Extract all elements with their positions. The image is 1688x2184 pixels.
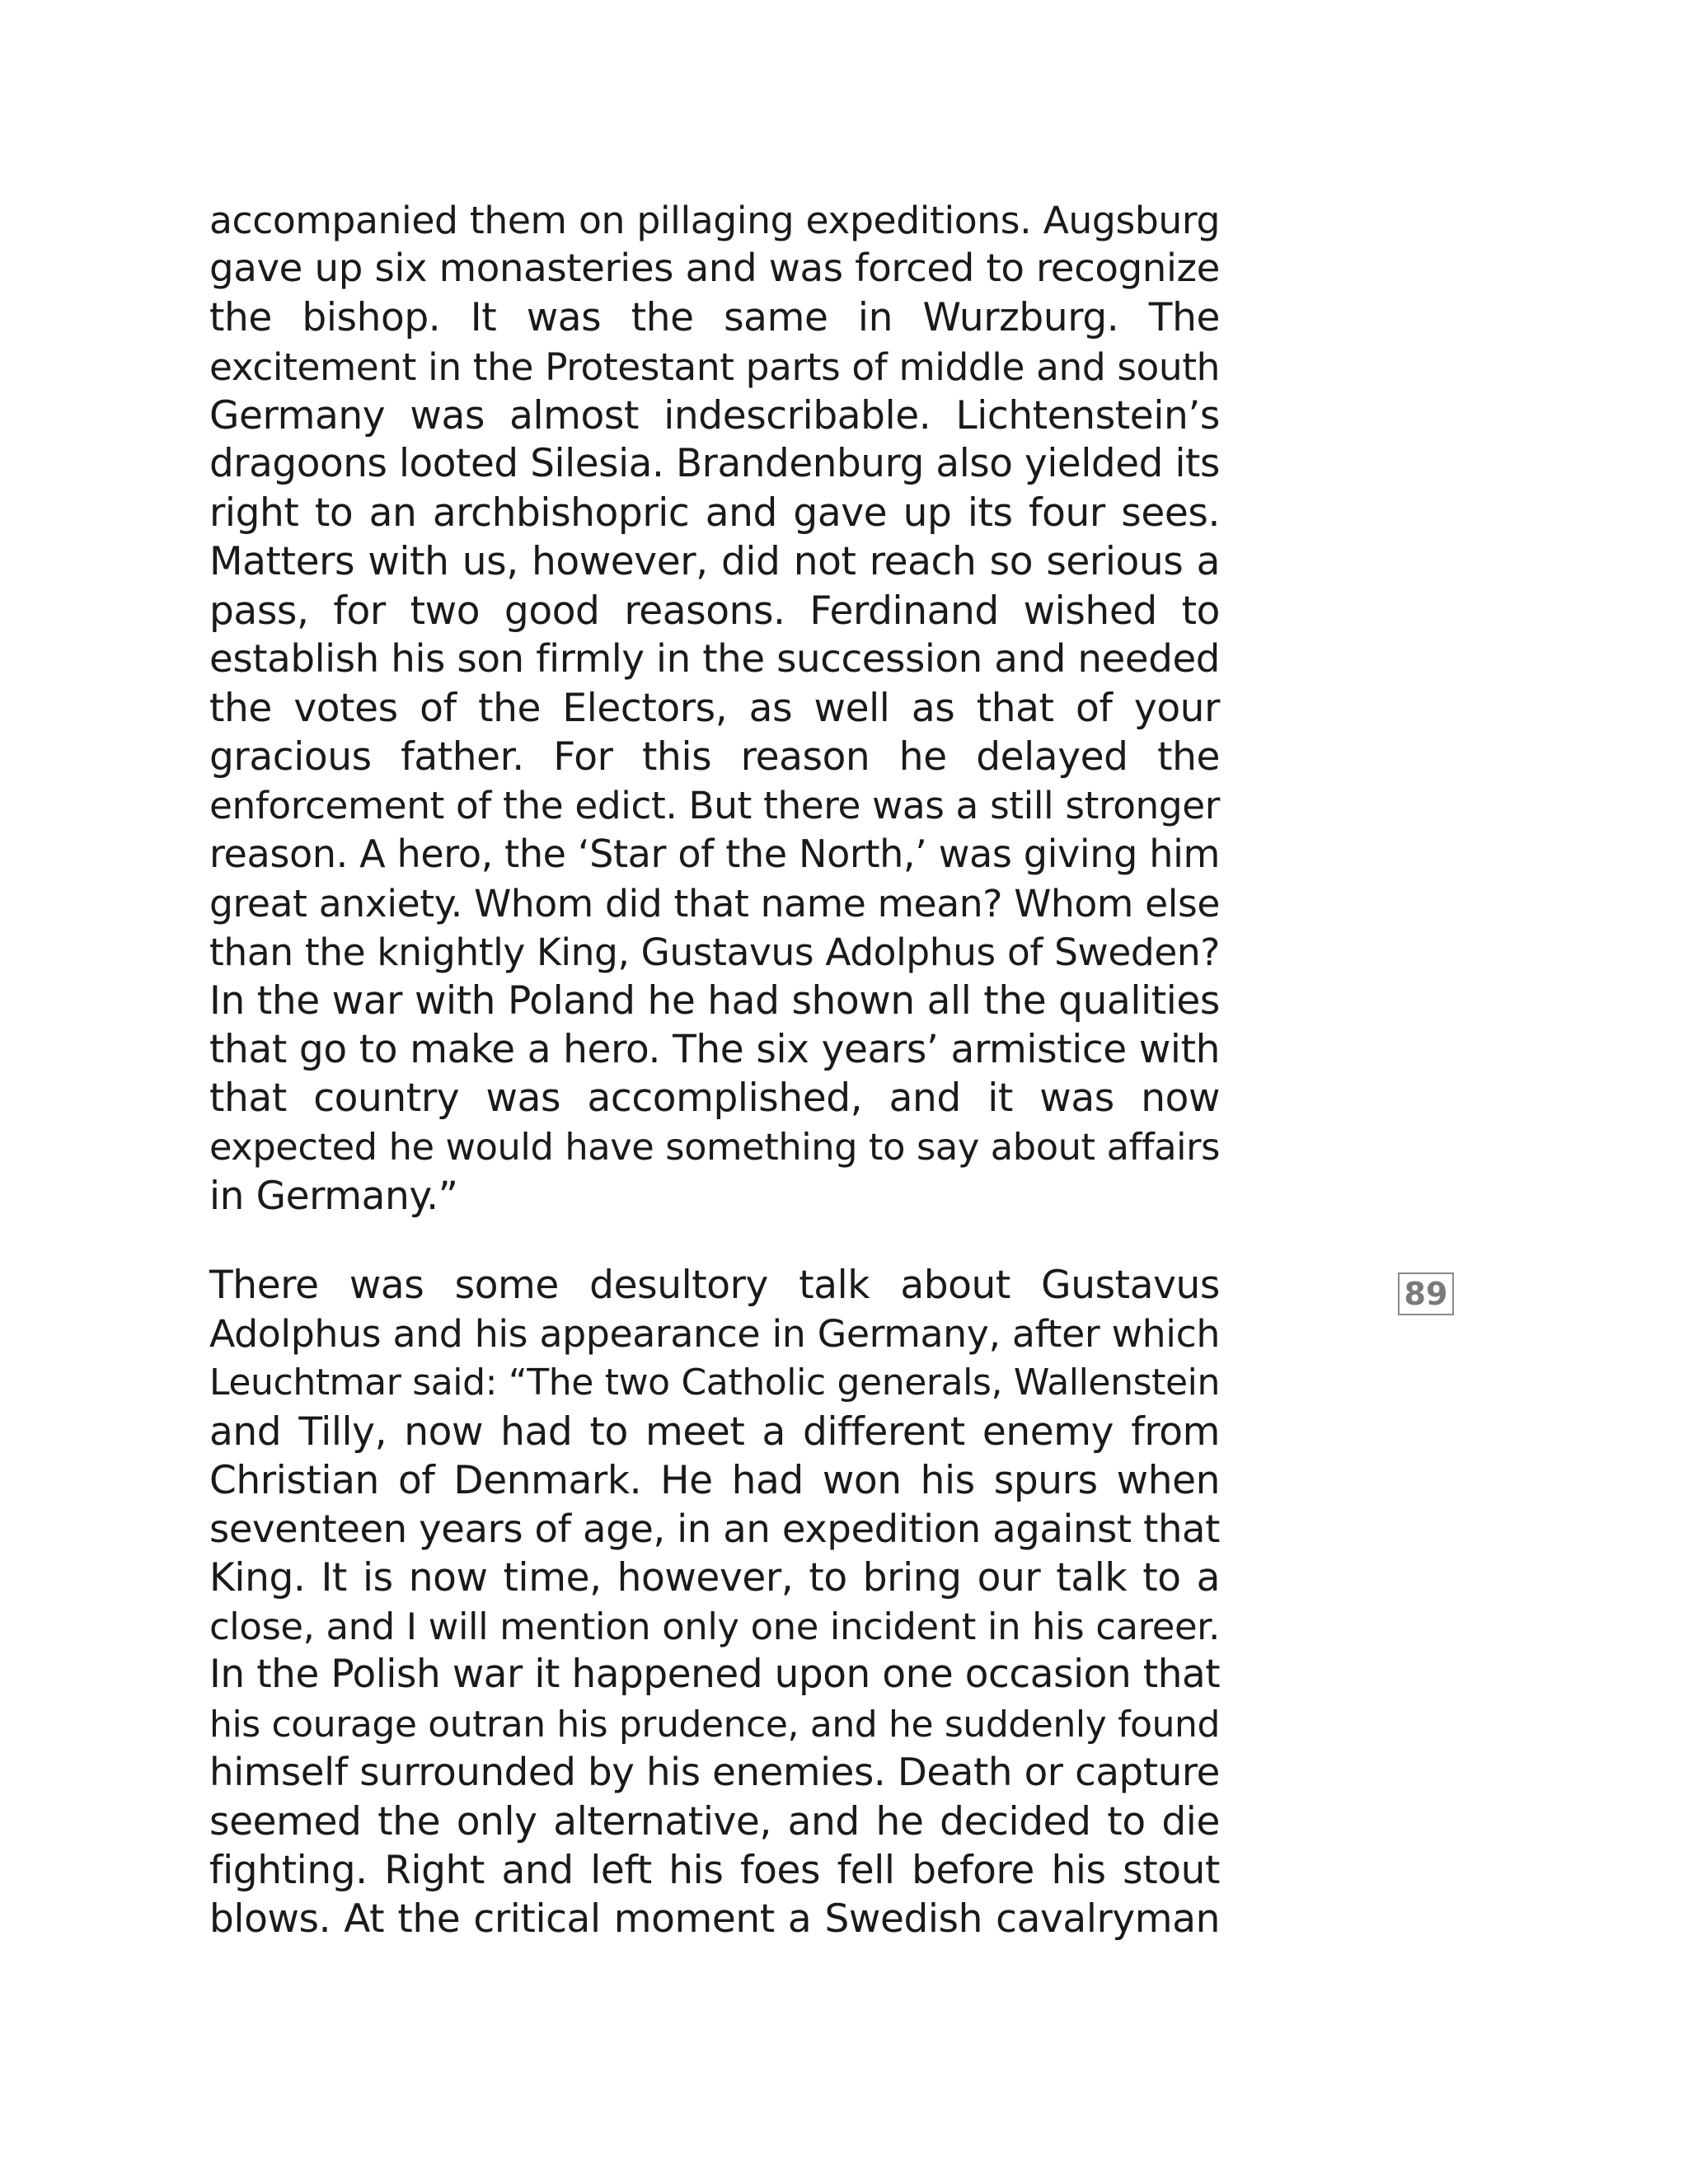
text-line: excitement in the Protestant parts of middle and south bbox=[209, 344, 1220, 389]
text-line: gave up six monasteries and was forced to recognize bbox=[209, 246, 1220, 292]
text-line: enforcement of the edict. But there was a still stronger bbox=[209, 784, 1220, 828]
text-line: Leuchtmar said: “The two Catholic generals, Wallenstein bbox=[209, 1361, 1220, 1404]
text-line: right to an archbishopric and gave up its four sees. bbox=[209, 490, 1220, 537]
text-line: Germany was almost indescribable. Lichtenstein’s bbox=[209, 392, 1220, 438]
text-line: Matters with us, however, did not reach so serious a bbox=[209, 539, 1220, 585]
text-line: great anxiety. Whom did that name mean? Whom else bbox=[209, 881, 1220, 926]
text-line: blows. At the critical moment a Swedish cavalryman bbox=[209, 1896, 1220, 1943]
text-line: that country was accomplished, and it was now bbox=[209, 1076, 1220, 1122]
text-line: the bishop. It was the same in Wurzburg. The bbox=[209, 295, 1220, 341]
text-line: seventeen years of age, in an expedition against that bbox=[209, 1506, 1220, 1551]
body-text bbox=[209, 196, 1220, 1944]
text-line: Christian of Denmark. He had won his spurs when bbox=[209, 1457, 1220, 1503]
text-line: expected he would have something to say about affairs bbox=[209, 1125, 1220, 1169]
text-line: close, and I will mention only one incident in his career. bbox=[209, 1605, 1220, 1649]
text-line: himself surrounded by his enemies. Death or capture bbox=[209, 1750, 1220, 1795]
paragraph-spacer bbox=[209, 1221, 1220, 1261]
text-line: seemed the only alternative, and he decided to die bbox=[209, 1799, 1220, 1844]
text-line: and Tilly, now had to meet a different enemy from bbox=[209, 1408, 1220, 1455]
text-line: pass, for two good reasons. Ferdinand wished to bbox=[209, 588, 1220, 634]
text-line: King. It is now time, however, to bring our talk to a bbox=[209, 1555, 1220, 1601]
text-line: There was some desultory talk about Gustavus bbox=[209, 1262, 1220, 1308]
text-line: in Germany.” bbox=[209, 1173, 458, 1219]
paragraph-1 bbox=[209, 196, 1220, 1221]
page-number-badge: 89 bbox=[1398, 1272, 1454, 1315]
text-line: the votes of the Electors, as well as that of your bbox=[209, 685, 1220, 731]
text-line: establish his son firmly in the succession and needed bbox=[209, 636, 1221, 682]
text-line: In the Polish war it happened upon one occasion that bbox=[209, 1652, 1221, 1698]
text-line: gracious father. For this reason he delayed the bbox=[209, 734, 1220, 780]
text-line: dragoons looted Silesia. Brandenburg also yielded its bbox=[209, 441, 1220, 486]
text-line: than the knightly King, Gustavus Adolphus of Sweden? bbox=[209, 930, 1220, 974]
text-line: that go to make a hero. The six years’ armistice with bbox=[209, 1027, 1220, 1073]
text-line: his courage outran his prudence, and he suddenly found bbox=[209, 1703, 1220, 1746]
text-line: reason. A hero, the ‘Star of the North,’ was giving him bbox=[209, 832, 1220, 877]
text-line: accompanied them on pillaging expeditions. Augsburg bbox=[209, 199, 1220, 242]
text-line: In the war with Poland he had shown all the qualities bbox=[209, 978, 1220, 1024]
text-line: fighting. Right and left his foes fell before his stout bbox=[209, 1848, 1220, 1894]
text-line: Adolphus and his appearance in Germany, after which bbox=[209, 1311, 1220, 1357]
paragraph-2 bbox=[209, 1261, 1220, 1944]
